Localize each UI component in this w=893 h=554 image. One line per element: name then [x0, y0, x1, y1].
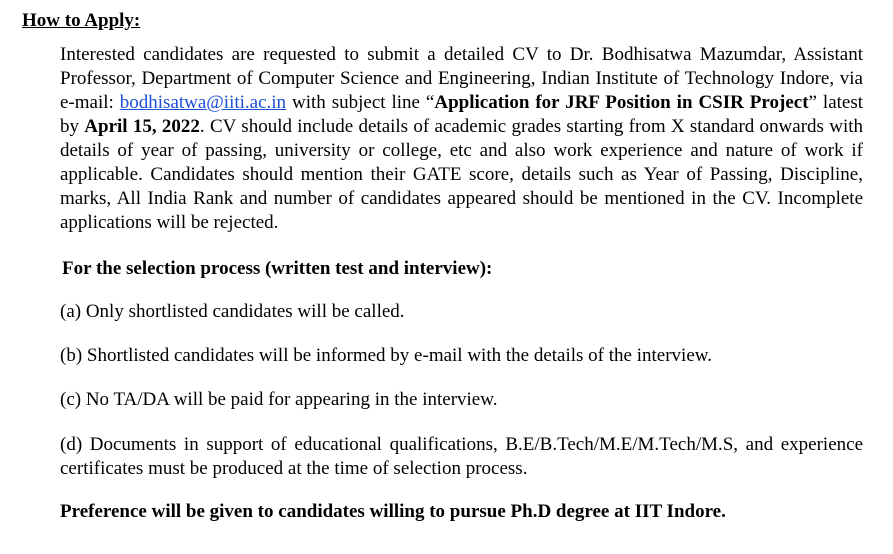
deadline-text: April 15, 2022 — [84, 116, 200, 137]
selection-process-heading: For the selection process (written test and interview): — [62, 258, 493, 279]
selection-item-a: (a) Only shortlisted candidates will be called. — [60, 301, 405, 322]
intro-text-part1: Interested candidates are requested to submit a detailed CV to Dr. Bodhisatwa Mazumdar, Assistant Professor, Department of Computer Science and Engineering, Indian Institute of Technology Indore, via e-mail: — [60, 44, 863, 113]
selection-item-c: (c) No TA/DA will be paid for appearing in the interview. — [60, 389, 498, 410]
intro-text-part2: with subject line “ — [286, 92, 435, 113]
subject-line-text: Application for JRF Position in CSIR Project — [434, 92, 809, 113]
intro-text-part4: . CV should include details of academic grades starting from X standard onwards with details of year of passing, university or college, etc and also work experience and nature of work if applicable. Candidates should mention their GATE score, details such as Year of Passing, Discipline, marks, All India Rank and number of candidates appeared should be mentioned in the CV. Incomplete applications will be rejected. — [60, 116, 864, 233]
preference-note: Preference will be given to candidates willing to pursue Ph.D degree at IIT Indore. — [60, 501, 726, 522]
intro-text-part3: ” latest by — [60, 92, 864, 137]
selection-item-b: (b) Shortlisted candidates will be informed by e-mail with the details of the interview. — [60, 345, 712, 366]
contact-email-link[interactable]: bodhisatwa@iiti.ac.in — [119, 92, 287, 113]
application-instructions-paragraph — [60, 43, 863, 235]
how-to-apply-heading: How to Apply: — [22, 10, 141, 31]
selection-item-d: (d) Documents in support of educational qualifications, B.E/B.Tech/M.E/M.Tech/M.S, and experience certificates must be produced at the time of selection process. — [60, 434, 863, 479]
